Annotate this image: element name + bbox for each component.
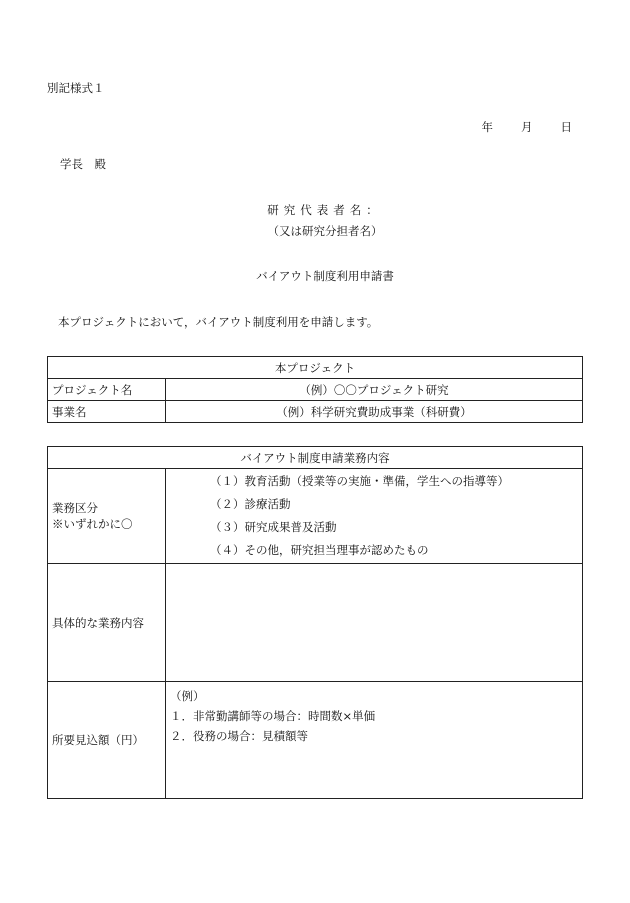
representative-name-label: 研究代表者名： (267, 203, 383, 217)
details-label: 具体的な業務内容 (48, 564, 166, 682)
table-row (48, 401, 583, 423)
category-option-education[interactable]: （１）教育活動（授業等の実施・準備，学生への指導等） (210, 474, 509, 488)
cost-input-cell[interactable] (166, 682, 583, 799)
document-title: バイアウト制度利用申請書 (256, 269, 394, 283)
project-name-value[interactable]: （例）〇〇プロジェクト研究 (166, 379, 583, 401)
day-label: 日 (560, 120, 572, 134)
form-number: 別記様式１ (47, 81, 105, 95)
category-option-outreach[interactable]: （３）研究成果普及活動 (210, 520, 337, 534)
project-name-label: プロジェクト名 (48, 379, 166, 401)
category-options-cell[interactable] (166, 469, 583, 564)
addressee: 学長 殿 (60, 157, 106, 171)
project-table-heading: 本プロジェクト (48, 357, 583, 379)
table-row (48, 564, 583, 682)
work-content-table (47, 446, 583, 799)
table-row (48, 682, 583, 799)
date-line (482, 119, 573, 135)
intro-text: 本プロジェクトにおいて，バイアウト制度利用を申請します。 (58, 315, 379, 329)
project-table (47, 356, 583, 423)
month-label: 月 (521, 120, 533, 134)
year-label: 年 (481, 120, 493, 134)
cost-example-1: １．非常勤講師等の場合：時間数×単価 (170, 709, 376, 723)
category-option-medical[interactable]: （２）診療活動 (210, 497, 291, 511)
category-label: 業務区分 (52, 501, 98, 515)
cost-example-heading: （例） (170, 689, 205, 703)
cost-label: 所要見込額（円） (48, 682, 166, 799)
category-note: ※いずれかに〇 (52, 517, 133, 531)
category-option-other[interactable]: （４）その他，研究担当理事が認めたもの (210, 543, 429, 557)
table-row (48, 469, 583, 564)
work-table-heading: バイアウト制度申請業務内容 (48, 447, 583, 469)
table-row (48, 379, 583, 401)
details-input-cell[interactable] (166, 564, 583, 682)
program-name-value[interactable]: （例）科学研究費助成事業（科研費） (166, 401, 583, 423)
representative-sub-label: （又は研究分担者名） (267, 224, 383, 238)
cost-example-2: ２．役務の場合：見積額等 (170, 729, 308, 743)
category-label-cell (48, 469, 166, 564)
program-name-label: 事業名 (48, 401, 166, 423)
